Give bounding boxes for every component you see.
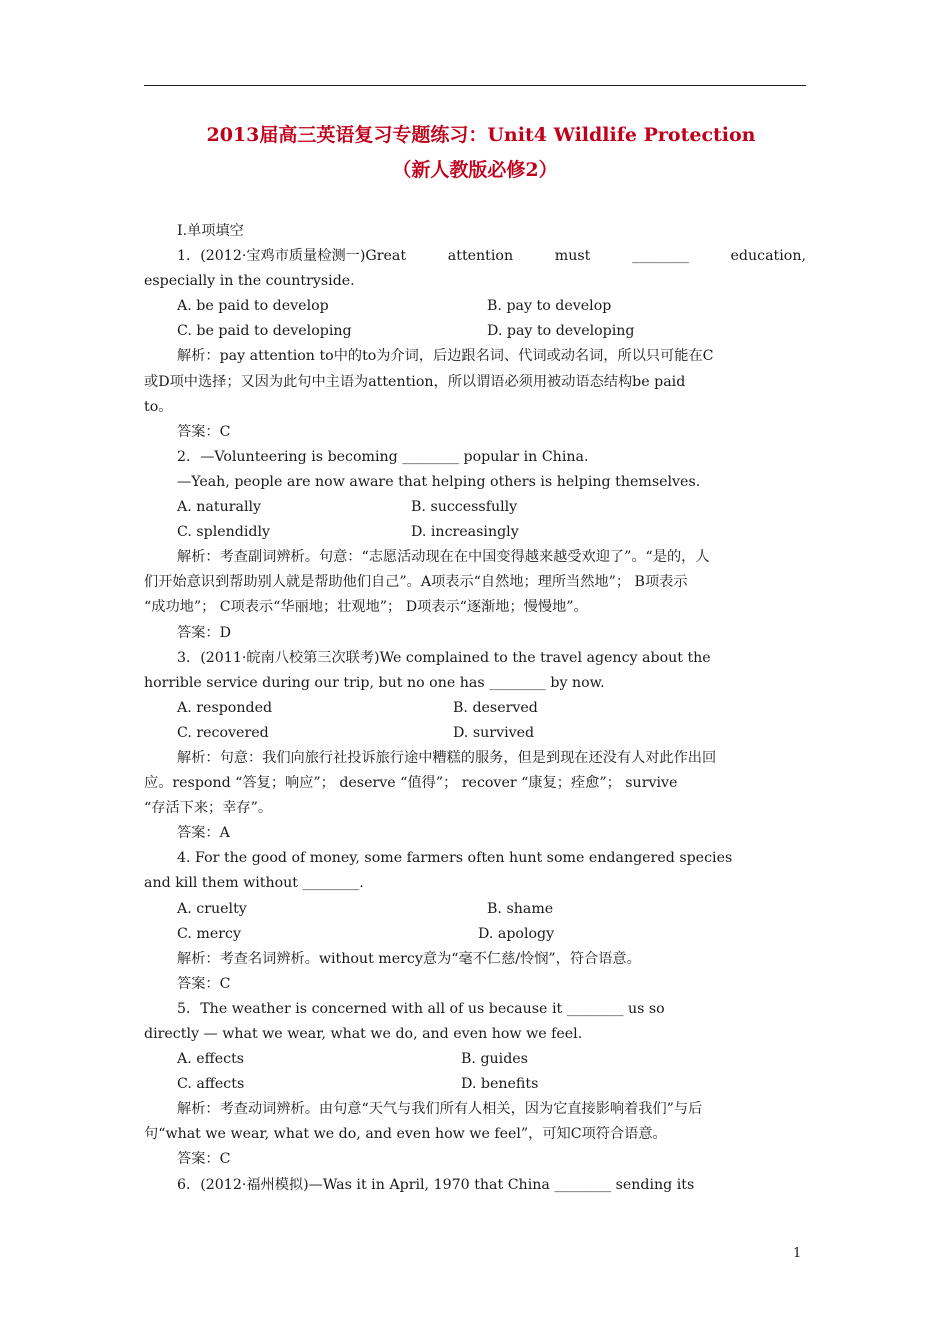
option-b: B. successfully [411, 499, 518, 516]
option-a: A. be paid to develop [177, 298, 329, 315]
option-d: D. survived [453, 724, 535, 741]
question-2-explanation: 们开始意识到帮助别人就是帮助他们自己”。A项表示“自然地；理所当然地”； B项表示 [144, 574, 688, 591]
question-5-explanation: 解析：考查动词辨析。由句意“天气与我们所有人相关，因为它直接影响着我们”与后 [177, 1101, 703, 1118]
question-1-prefix: 1．(2012·宝鸡市质量检测一)Great [177, 248, 407, 265]
document-title: 2013届高三英语复习专题练习：Unit4 Wildlife Protection [206, 124, 756, 146]
header-rule [144, 85, 806, 86]
document-body [144, 219, 806, 1198]
question-1-answer: 答案：C [177, 423, 231, 440]
question-4-explanation: 解析：考查名词辨析。without mercy意为“毫不仁慈/怜悯”，符合语意。 [177, 950, 641, 967]
question-2-options-cd [144, 520, 806, 545]
option-b: B. pay to develop [487, 298, 612, 315]
option-c: C. be paid to developing [177, 323, 352, 340]
section-heading: Ⅰ.单项填空 [177, 223, 244, 239]
question-3-stem: 3．(2011·皖南八校第三次联考)We complained to the travel agency about the [177, 649, 711, 666]
question-1-options-cd [144, 319, 806, 344]
option-a: A. responded [177, 699, 273, 716]
question-4-stem-cont: and kill them without ________. [144, 875, 364, 892]
question-4-answer: 答案：C [177, 975, 231, 992]
option-d: D. increasingly [411, 524, 519, 541]
question-1-stem [144, 244, 806, 269]
question-2-explanation: 解析：考查副词辨析。句意：“志愿活动现在在中国变得越来越受欢迎了”。“是的，人 [177, 549, 710, 566]
question-1-word: attention [447, 248, 514, 265]
question-1-explanation: 或D项中选择；又因为此句中主语为attention，所以谓语必须用被动语态结构be paid [144, 373, 686, 390]
question-5-stem: 5．The weather is concerned with all of us because it ________ us so [177, 1000, 665, 1017]
option-c: C. splendidly [177, 524, 271, 541]
question-1-explanation: 解析：pay attention to中的to为介词，后边跟名词、代词或动名词，所以只可能在C [177, 348, 714, 365]
question-3-answer: 答案：A [177, 825, 230, 842]
question-6-stem: 6．(2012·福州模拟)—Was it in April, 1970 that China ________ sending its [177, 1176, 695, 1193]
question-5-options-ab [144, 1047, 806, 1072]
question-1-explanation: to。 [144, 398, 173, 415]
question-4-options-cd [144, 922, 806, 947]
document-subtitle: （新人教版必修2） [392, 159, 558, 181]
question-3-explanation: 应。respond “答复；响应”； deserve “值得”； recover “康复；痊愈”； survive [144, 775, 678, 792]
question-5-answer: 答案：C [177, 1151, 231, 1168]
question-2-answer: 答案：D [177, 624, 231, 641]
question-3-options-ab [144, 696, 806, 721]
question-4-options-ab [144, 897, 806, 922]
question-5-options-cd [144, 1072, 806, 1097]
option-d: D. benefits [461, 1076, 539, 1093]
question-3-stem-cont: horrible service during our trip, but no one has ________ by now. [144, 674, 605, 691]
question-1-stem-cont: especially in the countryside. [144, 273, 355, 290]
question-1-word: must [554, 248, 591, 265]
option-c: C. recovered [177, 724, 269, 741]
option-a: A. effects [177, 1051, 245, 1068]
question-4-stem: 4. For the good of money, some farmers often hunt some endangered species [177, 850, 733, 867]
question-1-blank: ________ [632, 248, 689, 265]
question-5-explanation: 句“what we wear, what we do, and even how we feel”，可知C项符合语意。 [144, 1126, 667, 1143]
question-1-word: education, [730, 248, 806, 265]
question-5-stem-cont: directly — what we wear, what we do, and even how we feel. [144, 1026, 583, 1042]
question-3-explanation: “存活下来；幸存”。 [144, 800, 273, 817]
question-2-explanation: “成功地”； C项表示“华丽地；壮观地”； D项表示“逐渐地；慢慢地”。 [144, 599, 588, 616]
option-c: C. mercy [177, 925, 241, 942]
question-2-options-ab [144, 495, 806, 520]
option-c: C. affects [177, 1076, 245, 1093]
option-d: D. apology [478, 925, 555, 942]
option-a: A. naturally [177, 499, 262, 516]
question-3-explanation: 解析：句意：我们向旅行社投诉旅行途中糟糕的服务，但是到现在还没有人对此作出回 [177, 749, 717, 766]
question-1-options-ab [144, 294, 806, 319]
question-3-options-cd [144, 721, 806, 746]
question-2-stem: 2．—Volunteering is becoming ________ popular in China. [177, 448, 589, 465]
option-b: B. shame [487, 900, 554, 917]
page-number: 1 [793, 1246, 802, 1261]
option-b: B. guides [461, 1051, 528, 1068]
question-2-reply: —Yeah, people are now aware that helping others is helping themselves. [177, 473, 701, 490]
option-b: B. deserved [453, 699, 538, 716]
option-a: A. cruelty [177, 900, 247, 917]
option-d: D. pay to developing [487, 323, 635, 340]
